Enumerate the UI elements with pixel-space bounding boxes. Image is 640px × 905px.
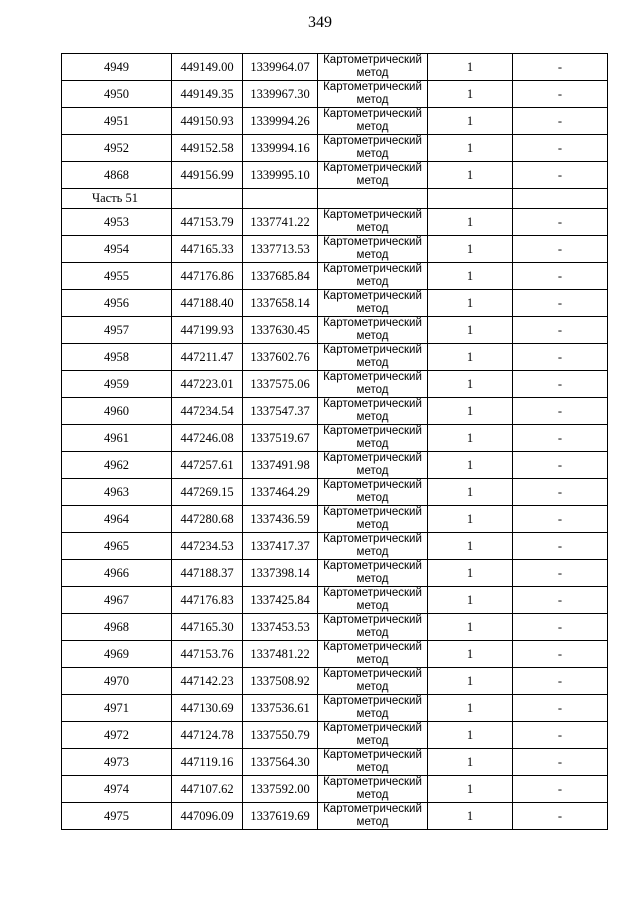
- y-coordinate-cell: 1337436.59: [243, 506, 318, 533]
- method-cell: [318, 108, 428, 135]
- point-number-cell: 4970: [62, 668, 172, 695]
- precision-cell: 1: [428, 776, 513, 803]
- method-line2: метод: [356, 222, 389, 234]
- note-cell: -: [513, 749, 608, 776]
- x-coordinate-cell: 447246.08: [172, 425, 243, 452]
- table-row: [62, 695, 608, 722]
- point-number-cell: 4972: [62, 722, 172, 749]
- x-coordinate-cell: 447130.69: [172, 695, 243, 722]
- x-coordinate-cell: 447165.33: [172, 236, 243, 263]
- method-line2: метод: [356, 492, 389, 504]
- method-line1: Картометрический: [323, 317, 422, 329]
- y-coordinate-cell: 1337464.29: [243, 479, 318, 506]
- table-row: [62, 398, 608, 425]
- page-number: 349: [308, 14, 332, 31]
- point-number-cell: 4964: [62, 506, 172, 533]
- point-number-cell: 4957: [62, 317, 172, 344]
- note-cell: -: [513, 398, 608, 425]
- x-coordinate-cell: 449149.00: [172, 54, 243, 81]
- method-line2: метод: [356, 789, 389, 801]
- table-row: [62, 560, 608, 587]
- table-row: [62, 54, 608, 81]
- x-coordinate-cell: 447234.53: [172, 533, 243, 560]
- method-line1: Картометрический: [323, 695, 422, 707]
- table-row: [62, 803, 608, 830]
- precision-cell: 1: [428, 54, 513, 81]
- point-number-cell: 4975: [62, 803, 172, 830]
- point-number-cell: 4974: [62, 776, 172, 803]
- section-empty-cell: [243, 189, 318, 209]
- coordinates-table: [61, 53, 608, 830]
- method-cell: [318, 749, 428, 776]
- method-line2: метод: [356, 384, 389, 396]
- method-cell: [318, 398, 428, 425]
- x-coordinate-cell: 447153.79: [172, 209, 243, 236]
- precision-cell: 1: [428, 533, 513, 560]
- method-line1: Картометрический: [323, 344, 422, 356]
- point-number-cell: 4952: [62, 135, 172, 162]
- y-coordinate-cell: 1337519.67: [243, 425, 318, 452]
- method-cell: [318, 135, 428, 162]
- x-coordinate-cell: 447223.01: [172, 371, 243, 398]
- y-coordinate-cell: 1339967.30: [243, 81, 318, 108]
- point-number-cell: 4963: [62, 479, 172, 506]
- precision-cell: 1: [428, 344, 513, 371]
- method-line1: Картометрический: [323, 209, 422, 221]
- method-line2: метод: [356, 303, 389, 315]
- method-line1: Картометрический: [323, 560, 422, 572]
- note-cell: -: [513, 695, 608, 722]
- table-row: [62, 722, 608, 749]
- point-number-cell: 4953: [62, 209, 172, 236]
- precision-cell: 1: [428, 749, 513, 776]
- point-number-cell: 4951: [62, 108, 172, 135]
- precision-cell: 1: [428, 560, 513, 587]
- method-line2: метод: [356, 276, 389, 288]
- point-number-cell: 4954: [62, 236, 172, 263]
- table-row: [62, 236, 608, 263]
- method-line2: метод: [356, 519, 389, 531]
- method-cell: [318, 560, 428, 587]
- x-coordinate-cell: 447211.47: [172, 344, 243, 371]
- precision-cell: 1: [428, 236, 513, 263]
- point-number-cell: 4868: [62, 162, 172, 189]
- precision-cell: 1: [428, 587, 513, 614]
- table-row: [62, 587, 608, 614]
- method-line1: Картометрический: [323, 722, 422, 734]
- method-line1: Картометрический: [323, 236, 422, 248]
- point-number-cell: 4949: [62, 54, 172, 81]
- x-coordinate-cell: 447280.68: [172, 506, 243, 533]
- method-cell: [318, 452, 428, 479]
- method-line2: метод: [356, 681, 389, 693]
- method-line1: Картометрический: [323, 162, 422, 174]
- point-number-cell: 4958: [62, 344, 172, 371]
- precision-cell: 1: [428, 263, 513, 290]
- method-line2: метод: [356, 175, 389, 187]
- method-line1: Картометрический: [323, 452, 422, 464]
- y-coordinate-cell: 1337619.69: [243, 803, 318, 830]
- method-cell: [318, 54, 428, 81]
- note-cell: -: [513, 560, 608, 587]
- note-cell: -: [513, 263, 608, 290]
- x-coordinate-cell: 447188.40: [172, 290, 243, 317]
- point-number-cell: 4971: [62, 695, 172, 722]
- note-cell: -: [513, 135, 608, 162]
- note-cell: -: [513, 81, 608, 108]
- method-line1: Картометрический: [323, 776, 422, 788]
- table-row: [62, 533, 608, 560]
- table-row: [62, 344, 608, 371]
- point-number-cell: 4961: [62, 425, 172, 452]
- precision-cell: 1: [428, 162, 513, 189]
- y-coordinate-cell: 1337602.76: [243, 344, 318, 371]
- y-coordinate-cell: 1339994.16: [243, 135, 318, 162]
- x-coordinate-cell: 447165.30: [172, 614, 243, 641]
- method-line2: метод: [356, 573, 389, 585]
- method-line2: метод: [356, 249, 389, 261]
- y-coordinate-cell: 1337713.53: [243, 236, 318, 263]
- method-cell: [318, 81, 428, 108]
- precision-cell: 1: [428, 317, 513, 344]
- note-cell: -: [513, 371, 608, 398]
- y-coordinate-cell: 1339995.10: [243, 162, 318, 189]
- precision-cell: 1: [428, 641, 513, 668]
- y-coordinate-cell: 1337508.92: [243, 668, 318, 695]
- x-coordinate-cell: 447199.93: [172, 317, 243, 344]
- method-cell: [318, 722, 428, 749]
- note-cell: -: [513, 614, 608, 641]
- note-cell: -: [513, 108, 608, 135]
- table-row: [62, 108, 608, 135]
- note-cell: -: [513, 641, 608, 668]
- note-cell: -: [513, 668, 608, 695]
- precision-cell: 1: [428, 614, 513, 641]
- method-line1: Картометрический: [323, 587, 422, 599]
- precision-cell: 1: [428, 722, 513, 749]
- precision-cell: 1: [428, 668, 513, 695]
- note-cell: -: [513, 506, 608, 533]
- method-line1: Картометрический: [323, 371, 422, 383]
- method-cell: [318, 641, 428, 668]
- table-row: [62, 290, 608, 317]
- method-line2: метод: [356, 67, 389, 79]
- section-empty-cell: [172, 189, 243, 209]
- precision-cell: 1: [428, 398, 513, 425]
- method-cell: [318, 317, 428, 344]
- section-empty-cell: [318, 189, 428, 209]
- y-coordinate-cell: 1337550.79: [243, 722, 318, 749]
- table-row: [62, 452, 608, 479]
- y-coordinate-cell: 1337398.14: [243, 560, 318, 587]
- note-cell: -: [513, 209, 608, 236]
- y-coordinate-cell: 1337658.14: [243, 290, 318, 317]
- method-cell: [318, 506, 428, 533]
- method-line1: Картометрический: [323, 263, 422, 275]
- x-coordinate-cell: 447107.62: [172, 776, 243, 803]
- x-coordinate-cell: 447119.16: [172, 749, 243, 776]
- note-cell: -: [513, 425, 608, 452]
- method-line2: метод: [356, 148, 389, 160]
- table-row: [62, 371, 608, 398]
- y-coordinate-cell: 1339964.07: [243, 54, 318, 81]
- table-row: [62, 81, 608, 108]
- method-line2: метод: [356, 600, 389, 612]
- note-cell: -: [513, 54, 608, 81]
- y-coordinate-cell: 1337575.06: [243, 371, 318, 398]
- method-cell: [318, 209, 428, 236]
- method-line2: метод: [356, 816, 389, 828]
- method-line1: Картометрический: [323, 614, 422, 626]
- point-number-cell: 4956: [62, 290, 172, 317]
- table-row: [62, 479, 608, 506]
- note-cell: -: [513, 317, 608, 344]
- table-row: [62, 263, 608, 290]
- note-cell: -: [513, 344, 608, 371]
- table-row: [62, 749, 608, 776]
- method-line1: Картометрический: [323, 803, 422, 815]
- method-line2: метод: [356, 735, 389, 747]
- precision-cell: 1: [428, 479, 513, 506]
- method-line2: метод: [356, 654, 389, 666]
- x-coordinate-cell: 447257.61: [172, 452, 243, 479]
- precision-cell: 1: [428, 695, 513, 722]
- note-cell: -: [513, 452, 608, 479]
- x-coordinate-cell: 447188.37: [172, 560, 243, 587]
- point-number-cell: 4959: [62, 371, 172, 398]
- y-coordinate-cell: 1337685.84: [243, 263, 318, 290]
- table-row: [62, 641, 608, 668]
- y-coordinate-cell: 1337491.98: [243, 452, 318, 479]
- point-number-cell: 4968: [62, 614, 172, 641]
- precision-cell: 1: [428, 135, 513, 162]
- precision-cell: 1: [428, 452, 513, 479]
- y-coordinate-cell: 1337592.00: [243, 776, 318, 803]
- method-line2: метод: [356, 438, 389, 450]
- method-cell: [318, 236, 428, 263]
- method-line2: метод: [356, 708, 389, 720]
- method-line2: метод: [356, 121, 389, 133]
- method-line2: метод: [356, 411, 389, 423]
- method-cell: [318, 263, 428, 290]
- method-cell: [318, 587, 428, 614]
- method-line2: метод: [356, 357, 389, 369]
- method-cell: [318, 803, 428, 830]
- method-line1: Картометрический: [323, 54, 422, 66]
- method-line2: метод: [356, 546, 389, 558]
- point-number-cell: 4955: [62, 263, 172, 290]
- method-line1: Картометрический: [323, 641, 422, 653]
- x-coordinate-cell: 447096.09: [172, 803, 243, 830]
- point-number-cell: 4973: [62, 749, 172, 776]
- x-coordinate-cell: 447176.86: [172, 263, 243, 290]
- method-cell: [318, 668, 428, 695]
- precision-cell: 1: [428, 506, 513, 533]
- point-number-cell: 4967: [62, 587, 172, 614]
- y-coordinate-cell: 1339994.26: [243, 108, 318, 135]
- method-line1: Картометрический: [323, 425, 422, 437]
- x-coordinate-cell: 449149.35: [172, 81, 243, 108]
- method-line1: Картометрический: [323, 81, 422, 93]
- y-coordinate-cell: 1337425.84: [243, 587, 318, 614]
- method-line2: метод: [356, 627, 389, 639]
- x-coordinate-cell: 449150.93: [172, 108, 243, 135]
- y-coordinate-cell: 1337453.53: [243, 614, 318, 641]
- note-cell: -: [513, 533, 608, 560]
- x-coordinate-cell: 447234.54: [172, 398, 243, 425]
- x-coordinate-cell: 447269.15: [172, 479, 243, 506]
- method-line1: Картометрический: [323, 108, 422, 120]
- note-cell: -: [513, 722, 608, 749]
- section-row: [62, 189, 608, 209]
- method-line2: метод: [356, 94, 389, 106]
- table-row: [62, 506, 608, 533]
- method-line2: метод: [356, 330, 389, 342]
- y-coordinate-cell: 1337547.37: [243, 398, 318, 425]
- y-coordinate-cell: 1337630.45: [243, 317, 318, 344]
- note-cell: -: [513, 587, 608, 614]
- x-coordinate-cell: 449156.99: [172, 162, 243, 189]
- method-cell: [318, 533, 428, 560]
- precision-cell: 1: [428, 803, 513, 830]
- y-coordinate-cell: 1337481.22: [243, 641, 318, 668]
- precision-cell: 1: [428, 209, 513, 236]
- method-line1: Картометрический: [323, 533, 422, 545]
- table-body-top: [62, 54, 608, 189]
- point-number-cell: 4966: [62, 560, 172, 587]
- note-cell: -: [513, 776, 608, 803]
- method-line2: метод: [356, 762, 389, 774]
- method-line1: Картометрический: [323, 135, 422, 147]
- table-row: [62, 135, 608, 162]
- x-coordinate-cell: 447153.76: [172, 641, 243, 668]
- x-coordinate-cell: 447142.23: [172, 668, 243, 695]
- note-cell: -: [513, 162, 608, 189]
- table-section: [62, 189, 608, 209]
- table-row: [62, 425, 608, 452]
- note-cell: -: [513, 479, 608, 506]
- method-line1: Картометрический: [323, 506, 422, 518]
- method-cell: [318, 371, 428, 398]
- note-cell: -: [513, 236, 608, 263]
- method-cell: [318, 344, 428, 371]
- point-number-cell: 4962: [62, 452, 172, 479]
- section-empty-cell: [428, 189, 513, 209]
- y-coordinate-cell: 1337417.37: [243, 533, 318, 560]
- table-row: [62, 317, 608, 344]
- point-number-cell: 4960: [62, 398, 172, 425]
- precision-cell: 1: [428, 425, 513, 452]
- note-cell: -: [513, 803, 608, 830]
- point-number-cell: 4969: [62, 641, 172, 668]
- precision-cell: 1: [428, 371, 513, 398]
- table-row: [62, 209, 608, 236]
- y-coordinate-cell: 1337536.61: [243, 695, 318, 722]
- method-cell: [318, 162, 428, 189]
- method-cell: [318, 290, 428, 317]
- method-cell: [318, 614, 428, 641]
- method-cell: [318, 425, 428, 452]
- method-line1: Картометрический: [323, 290, 422, 302]
- table-body-bottom: [62, 209, 608, 830]
- section-empty-cell: [513, 189, 608, 209]
- table-row: [62, 162, 608, 189]
- table-row: [62, 614, 608, 641]
- method-cell: [318, 776, 428, 803]
- y-coordinate-cell: 1337564.30: [243, 749, 318, 776]
- x-coordinate-cell: 449152.58: [172, 135, 243, 162]
- section-label: Часть 51: [62, 189, 172, 209]
- point-number-cell: 4965: [62, 533, 172, 560]
- precision-cell: 1: [428, 81, 513, 108]
- precision-cell: 1: [428, 108, 513, 135]
- x-coordinate-cell: 447124.78: [172, 722, 243, 749]
- x-coordinate-cell: 447176.83: [172, 587, 243, 614]
- method-line1: Картометрический: [323, 479, 422, 491]
- method-cell: [318, 695, 428, 722]
- method-line1: Картометрический: [323, 398, 422, 410]
- precision-cell: 1: [428, 290, 513, 317]
- note-cell: -: [513, 290, 608, 317]
- method-line1: Картометрический: [323, 668, 422, 680]
- table-row: [62, 776, 608, 803]
- method-line1: Картометрический: [323, 749, 422, 761]
- table-row: [62, 668, 608, 695]
- method-cell: [318, 479, 428, 506]
- method-line2: метод: [356, 465, 389, 477]
- y-coordinate-cell: 1337741.22: [243, 209, 318, 236]
- point-number-cell: 4950: [62, 81, 172, 108]
